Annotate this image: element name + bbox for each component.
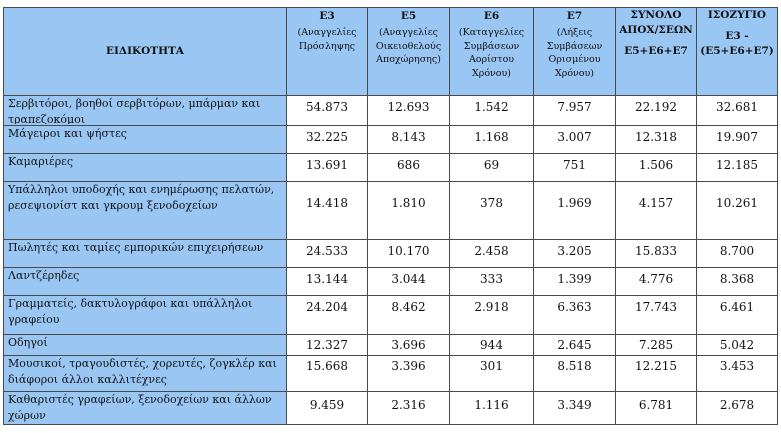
- row-label: Καμαριέρες: [4, 154, 287, 182]
- table-row: [4, 268, 778, 296]
- header-e3-code: Ε3: [319, 10, 335, 22]
- table-row: [4, 126, 778, 154]
- row-label: Μουσικοί, τραγουδιστές, χορευτές, ζογκλέρ και διάφοροι άλλοι καλλιτέχνες: [4, 356, 287, 392]
- cell-e3: 9.459: [287, 392, 368, 425]
- header-total-line1: ΣΥΝΟΛΟ: [630, 9, 682, 21]
- cell-e6: 333: [450, 268, 534, 296]
- table-row: [4, 356, 778, 392]
- header-e3-desc: (Αναγγελίες Πρόσληψης: [297, 27, 357, 52]
- header-e5-desc: (Αναγγελίες Οικειοθελούς Αποχώρησης): [375, 27, 442, 65]
- header-specialty: ΕΙΔΙΚΟΤΗΤΑ: [4, 8, 287, 96]
- cell-e3: 13.691: [287, 154, 368, 182]
- header-e7-desc: (Λήξεις Συμβάσεων Ορισμένου Χρόνου): [546, 27, 603, 79]
- cell-e7: 3.205: [534, 240, 616, 268]
- header-e7-code: Ε7: [566, 10, 583, 22]
- cell-e7: 6.363: [534, 296, 616, 335]
- cell-total: 12.318: [616, 126, 697, 154]
- cell-total: 4.776: [616, 268, 697, 296]
- cell-e7: 751: [534, 154, 616, 182]
- header-total-line2: ΑΠΟΧ/ΣΕΩΝ: [619, 24, 693, 36]
- cell-total: 6.781: [616, 392, 697, 425]
- cell-e7: 1.399: [534, 268, 616, 296]
- cell-balance: 8.368: [697, 268, 778, 296]
- cell-e6: 2.918: [450, 296, 534, 335]
- cell-total: 7.285: [616, 335, 697, 356]
- header-total-line3: Ε5+Ε6+Ε7: [624, 45, 688, 57]
- cell-e6: 1.168: [450, 126, 534, 154]
- cell-e5: 8.143: [368, 126, 450, 154]
- cell-e3: 15.668: [287, 356, 368, 392]
- cell-e5: 2.316: [368, 392, 450, 425]
- cell-e6: 378: [450, 182, 534, 240]
- cell-total: 1.506: [616, 154, 697, 182]
- cell-e5: 10.170: [368, 240, 450, 268]
- cell-e5: 3.396: [368, 356, 450, 392]
- cell-e5: 3.044: [368, 268, 450, 296]
- cell-e7: 1.969: [534, 182, 616, 240]
- cell-e7: 3.349: [534, 392, 616, 425]
- row-label: Σερβιτόροι, βοηθοί σερβιτόρων, μπάρμαν και τραπεζοκόμοι: [4, 96, 287, 126]
- cell-balance: 3.453: [697, 356, 778, 392]
- cell-e3: 24.533: [287, 240, 368, 268]
- table-row: [4, 335, 778, 356]
- row-label: Καθαριστές γραφείων, ξενοδοχείων και άλλων χώρων: [4, 392, 287, 425]
- cell-e5: 3.696: [368, 335, 450, 356]
- cell-balance: 2.678: [697, 392, 778, 425]
- cell-e3: 13.144: [287, 268, 368, 296]
- header-e5-code: Ε5: [400, 10, 417, 22]
- table-row: [4, 154, 778, 182]
- cell-e7: 2.645: [534, 335, 616, 356]
- header-e6-desc: (Καταγγελίες Συμβάσεων Αορίστου Χρόνου): [458, 27, 525, 79]
- row-label: Οδηγοί: [4, 335, 287, 356]
- cell-e6: 2.458: [450, 240, 534, 268]
- header-e7: [534, 8, 616, 96]
- cell-e7: 8.518: [534, 356, 616, 392]
- header-total: [616, 8, 697, 96]
- cell-e6: 944: [450, 335, 534, 356]
- employment-table-container: [3, 7, 777, 425]
- cell-e6: 69: [450, 154, 534, 182]
- header-balance-line3: (Ε5+Ε6+Ε7): [700, 45, 774, 57]
- cell-e5: 12.693: [368, 96, 450, 126]
- header-e6-code: Ε6: [483, 10, 500, 22]
- header-balance-line1: ΙΣΟΖΥΓΙΟ: [707, 9, 767, 21]
- row-label: Πωλητές και ταμίες εμπορικών επιχειρήσεων: [4, 240, 287, 268]
- cell-e6: 301: [450, 356, 534, 392]
- cell-e5: 1.810: [368, 182, 450, 240]
- header-e5: [368, 8, 450, 96]
- employment-flows-table: [3, 7, 778, 425]
- table-row: [4, 240, 778, 268]
- header-balance: [697, 8, 778, 96]
- cell-total: 17.743: [616, 296, 697, 335]
- cell-balance: 10.261: [697, 182, 778, 240]
- cell-total: 12.215: [616, 356, 697, 392]
- cell-balance: 6.461: [697, 296, 778, 335]
- row-label: Γραμματείς, δακτυλογράφοι και υπάλληλοι γραφείου: [4, 296, 287, 335]
- cell-total: 4.157: [616, 182, 697, 240]
- cell-e7: 3.007: [534, 126, 616, 154]
- cell-e7: 7.957: [534, 96, 616, 126]
- cell-e5: 8.462: [368, 296, 450, 335]
- cell-total: 15.833: [616, 240, 697, 268]
- cell-e6: 1.542: [450, 96, 534, 126]
- cell-total: 22.192: [616, 96, 697, 126]
- table-row: [4, 392, 778, 425]
- cell-balance: 5.042: [697, 335, 778, 356]
- cell-balance: 19.907: [697, 126, 778, 154]
- table-row: [4, 182, 778, 240]
- row-label: Λαντζέρηδες: [4, 268, 287, 296]
- table-row: [4, 296, 778, 335]
- header-row: [4, 8, 778, 96]
- row-label: Μάγειροι και ψήστες: [4, 126, 287, 154]
- cell-balance: 12.185: [697, 154, 778, 182]
- cell-e6: 1.116: [450, 392, 534, 425]
- row-label: Υπάλληλοι υποδοχής και ενημέρωσης πελατών, ρεσεψιονίστ και γκρουμ ξενοδοχείων: [4, 182, 287, 240]
- cell-e3: 12.327: [287, 335, 368, 356]
- table-row: [4, 96, 778, 126]
- header-e6: [450, 8, 534, 96]
- cell-balance: 8.700: [697, 240, 778, 268]
- header-e3: [287, 8, 368, 96]
- cell-e5: 686: [368, 154, 450, 182]
- cell-e3: 54.873: [287, 96, 368, 126]
- header-balance-line2: Ε3 -: [725, 30, 749, 42]
- cell-e3: 32.225: [287, 126, 368, 154]
- cell-e3: 14.418: [287, 182, 368, 240]
- cell-e3: 24.204: [287, 296, 368, 335]
- cell-balance: 32.681: [697, 96, 778, 126]
